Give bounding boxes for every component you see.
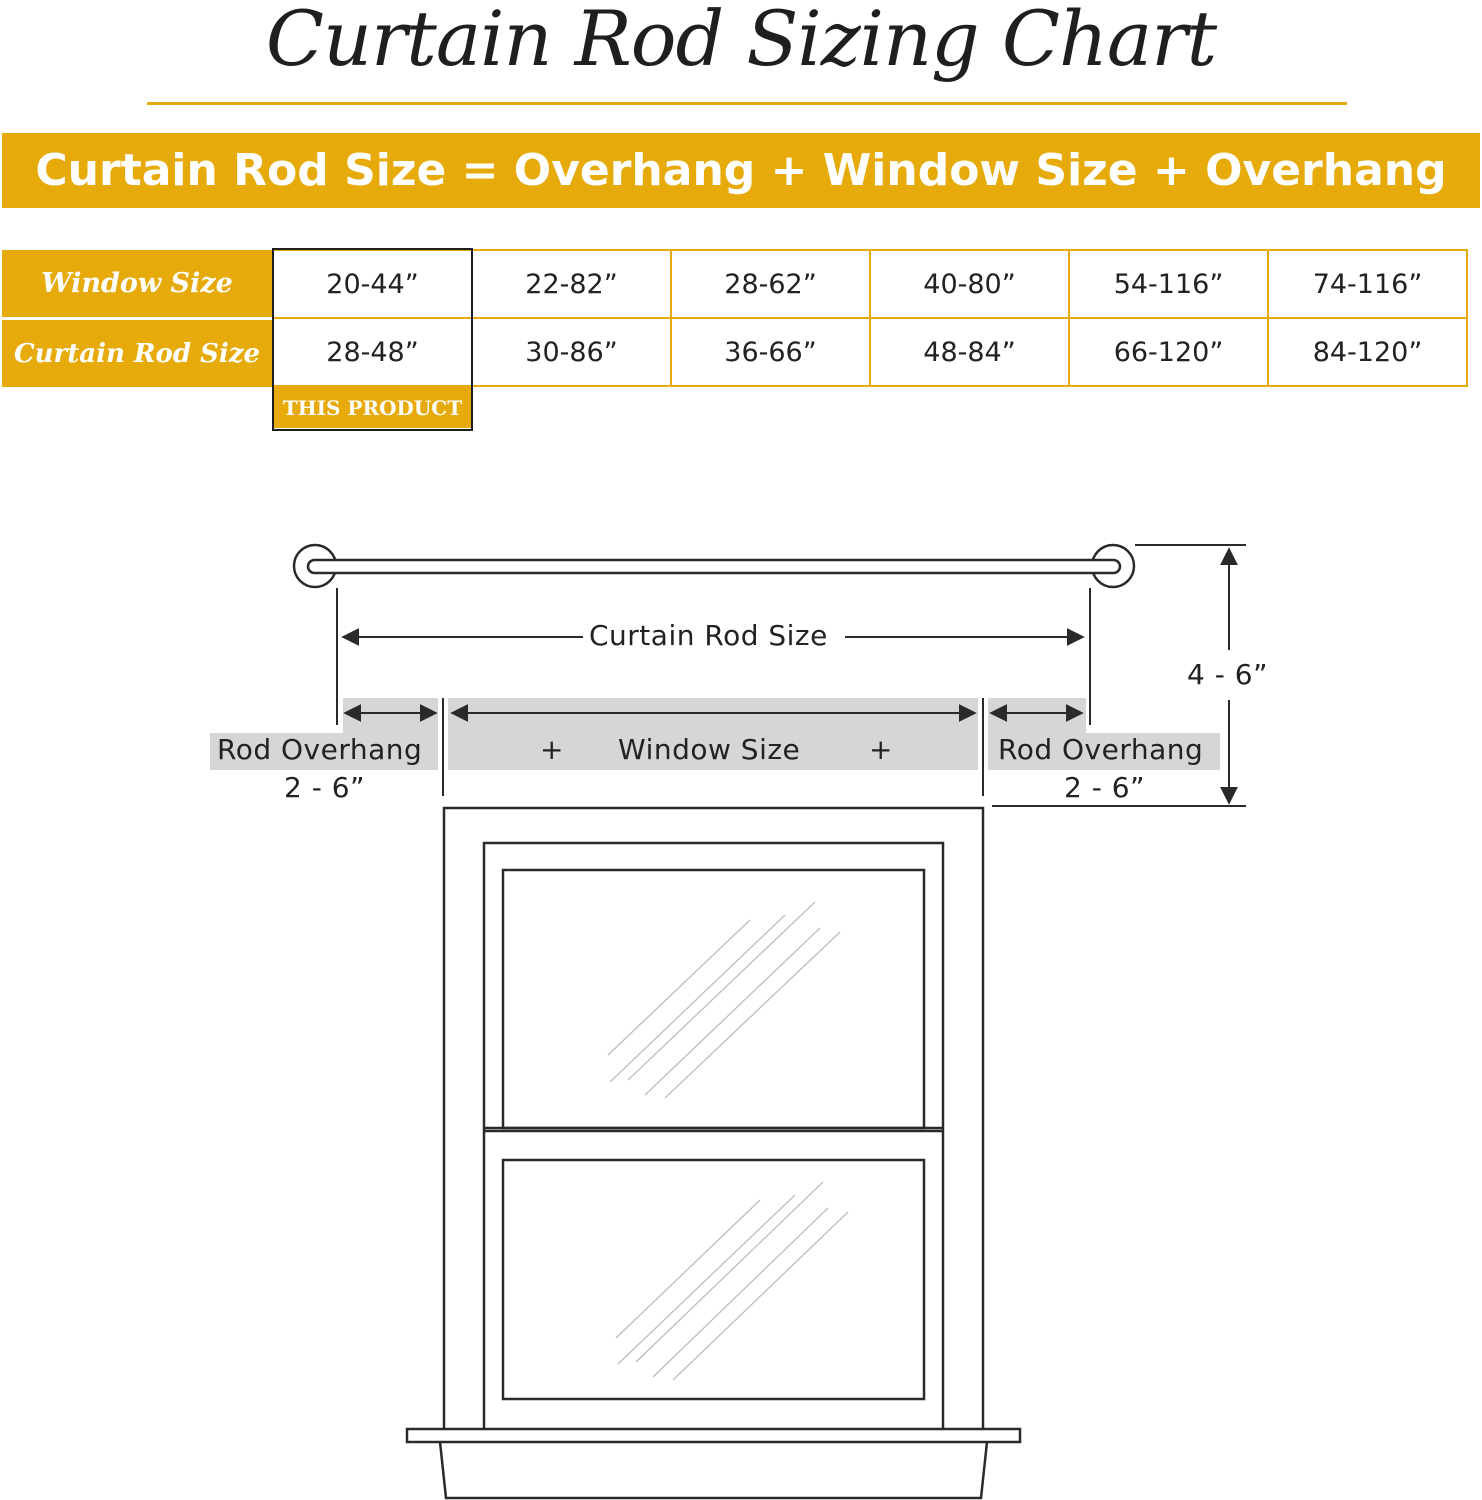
window-frame: [444, 808, 983, 1430]
window-illustration: [407, 808, 1020, 1498]
right-overhang-label: Rod Overhang: [998, 733, 1204, 766]
rod-size-cell: 48-84”: [870, 318, 1069, 386]
row-header-window-size: Window Size: [2, 250, 272, 317]
left-overhang-label: Rod Overhang: [217, 733, 423, 766]
rod-size-cell: 36-66”: [671, 318, 870, 386]
chart-title: Curtain Rod Sizing Chart: [265, 0, 1217, 83]
window-apron: [440, 1442, 987, 1498]
rod-size-cell: 66-120”: [1069, 318, 1268, 386]
curtain-rod: [294, 545, 1134, 587]
window-size-cell: 20-44”: [273, 250, 472, 318]
window-plus-left: +: [540, 733, 564, 766]
lower-glass-pane: [503, 1160, 924, 1399]
window-size-cell: 22-82”: [472, 250, 671, 318]
left-overhang-value: 2 - 6”: [284, 771, 366, 804]
rod-size-cell: 84-120”: [1268, 318, 1467, 386]
this-product-badge: THIS PRODUCT: [274, 387, 471, 428]
rod-size-cell: 30-86”: [472, 318, 671, 386]
window-size-cell: 40-80”: [870, 250, 1069, 318]
rod-size-label: Curtain Rod Size: [589, 619, 828, 652]
window-sill: [407, 1429, 1020, 1442]
window-plus-right: +: [869, 733, 893, 766]
window-size-cell: 54-116”: [1069, 250, 1268, 318]
window-size-cell: 28-62”: [671, 250, 870, 318]
height-label: 4 - 6”: [1187, 658, 1269, 691]
glass-reflections: [608, 902, 848, 1380]
formula-banner: Curtain Rod Size = Overhang + Window Size + Overhang: [2, 133, 1480, 208]
window-size-label: Window Size: [618, 733, 801, 766]
right-overhang-value: 2 - 6”: [1064, 771, 1146, 804]
row-header-rod-size: Curtain Rod Size: [2, 320, 272, 387]
window-size-cell: 74-116”: [1268, 250, 1467, 318]
rod-size-cell: 28-48”: [273, 318, 472, 386]
